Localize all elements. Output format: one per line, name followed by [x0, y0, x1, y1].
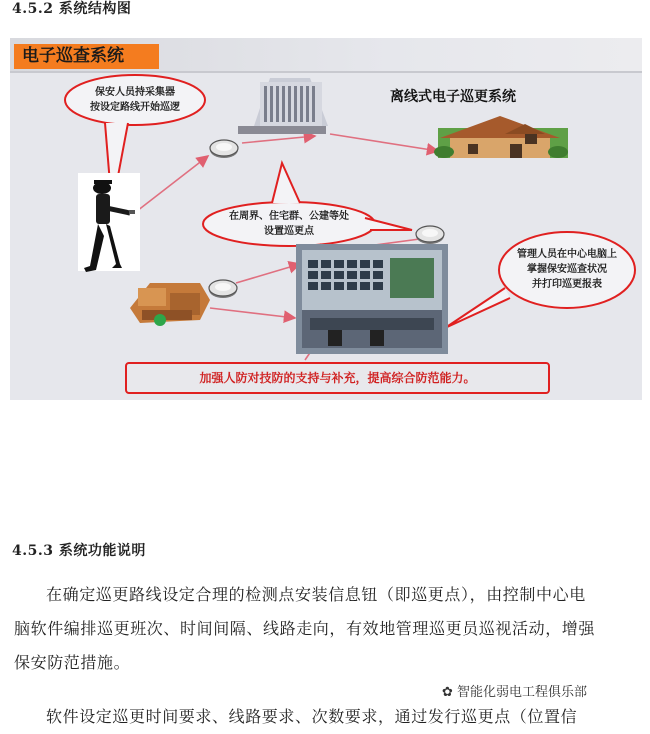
bubble-manager-line-3: 并打印巡更报表 — [532, 279, 602, 290]
arrow-building-to-house — [330, 134, 438, 151]
bubble-manager-line-1: 管理人员在中心电脑上 — [517, 249, 617, 260]
paragraph-1-line-1-text: 在确定巡更路线设定合理的检测点安装信息钮（即巡更点），由控制中心电 — [46, 585, 586, 604]
arrow-button-to-building — [242, 136, 315, 143]
arrow-factory-to-center — [210, 308, 295, 318]
patrol-button-1 — [210, 140, 238, 158]
watermark — [438, 680, 591, 701]
bubble-points-tail-up — [272, 163, 300, 203]
paragraph-1-line-2-text: 脑软件编排巡更班次、时间间隔、线路走向，有效地管理巡更员巡视活动，增强 — [14, 619, 596, 638]
paragraph-2-line-1-text: 软件设定巡更时间要求、线路要求、次数要求，通过发行巡更点（位置信 — [46, 707, 578, 726]
control-center-image — [296, 244, 448, 354]
bubble-points-line-2: 设置巡更点 — [264, 226, 314, 237]
bubble-guard-line-1: 保安人员持采集器 — [95, 87, 175, 98]
bubble-points-line-1: 在周界、住宅群、公建等处 — [229, 211, 349, 222]
office-building-image — [238, 78, 328, 134]
patrol-button-2 — [416, 226, 444, 244]
bubble-points-tail-right — [365, 218, 412, 230]
bubble-manager-text — [502, 247, 632, 292]
bubble-guard-text — [70, 85, 200, 115]
bubble-manager-tail — [445, 288, 510, 328]
paragraph-1 — [14, 578, 640, 680]
watermark-text: 智能化弱电工程俱乐部 — [457, 685, 588, 700]
wechat-icon: ✿ — [442, 685, 458, 700]
paragraph-2-line-1 — [14, 700, 640, 734]
arrow-button2-to-center — [236, 264, 300, 283]
section-heading-function: 4.5.3 系统功能说明 — [12, 543, 146, 559]
system-structure-diagram — [10, 38, 642, 400]
facility-image — [130, 283, 210, 326]
bubble-points-text — [206, 209, 372, 239]
bubble-guard-line-2: 按设定路线开始巡逻 — [90, 102, 180, 113]
paragraph-2 — [14, 700, 640, 734]
diagram-title: 电子巡查系统 — [14, 44, 159, 69]
bubble-manager-line-2: 掌握保安巡查状况 — [527, 264, 607, 275]
bottom-banner: 加强人防对技防的支持与补充，提高综合防范能力。 — [125, 362, 550, 394]
section-heading-structure: 4.5.2 系统结构图 — [12, 1, 132, 17]
patrol-button-3 — [209, 280, 237, 298]
house-image — [434, 116, 568, 158]
paragraph-1-line-3 — [14, 646, 640, 680]
guard-image — [78, 173, 140, 272]
paragraph-1-line-2 — [14, 612, 640, 646]
paragraph-1-line-3-text: 保安防范措施。 — [14, 653, 131, 672]
paragraph-1-line-1 — [14, 578, 640, 612]
offline-system-title: 离线式电子巡更系统 — [390, 89, 516, 105]
